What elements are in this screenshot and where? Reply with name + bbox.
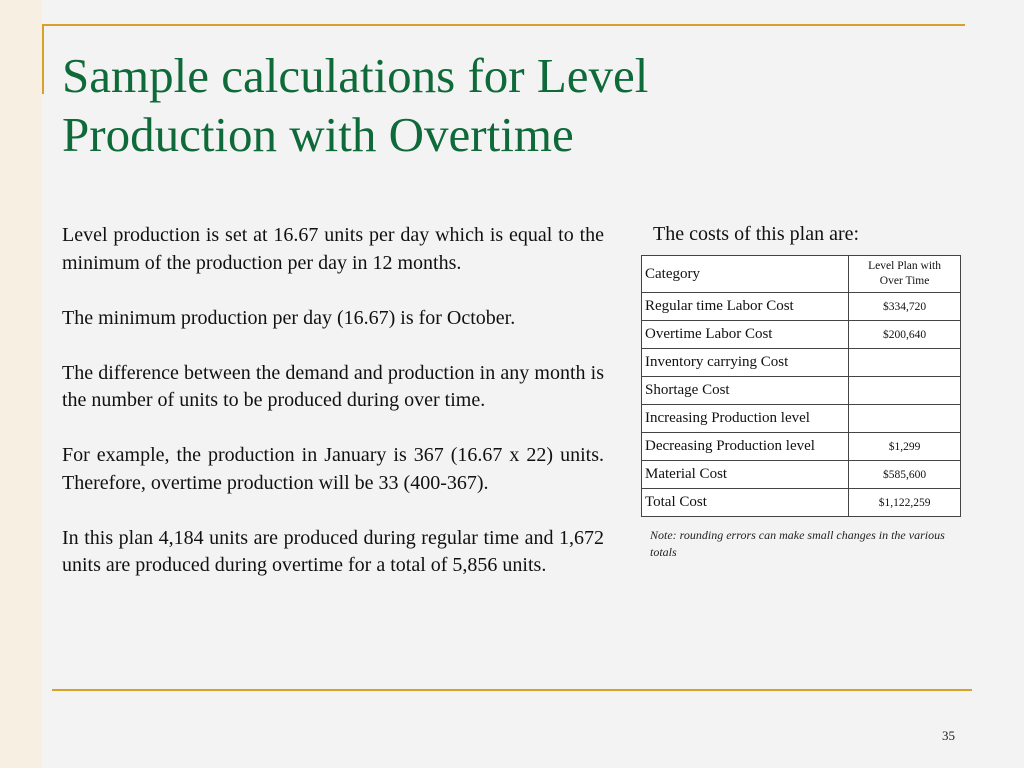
value-cell: $200,640 [849,321,961,349]
header-plan-line-1: Level Plan with [868,260,941,272]
table-row [642,405,961,433]
slide-title-line-1: Sample calculations for Level [62,48,649,103]
value-cell [849,377,961,405]
table-row [642,377,961,405]
slide-title [62,46,942,164]
rounding-note: Note: rounding errors can make small changes in the various totals [650,528,945,559]
table-row [642,433,961,461]
page-number: 35 [942,728,955,743]
category-cell: Increasing Production level [642,405,849,433]
cost-table [641,255,961,517]
slide-title-line-2: Production with Overtime [62,107,574,162]
category-cell: Inventory carrying Cost [642,349,849,377]
top-accent-rule [42,24,965,26]
left-decor-stripe [0,0,42,768]
header-plan-line-2: Over Time [879,275,930,287]
category-cell: Decreasing Production level [642,433,849,461]
value-cell [849,405,961,433]
table-header-row [642,256,961,293]
category-cell: Total Cost [642,489,849,517]
table-row [642,293,961,321]
category-cell: Shortage Cost [642,377,849,405]
title-accent-mark [42,24,44,94]
table-row [642,321,961,349]
body-paragraph-5: In this plan 4,184 units are produced during regular time and 1,672 units are produced during overtime for a total of 5,856 units. [62,526,604,576]
costs-heading: The costs of this plan are: [653,223,860,245]
category-cell: Overtime Labor Cost [642,321,849,349]
table-row [642,349,961,377]
body-paragraph-2: The minimum production per day (16.67) is for October. [62,306,516,329]
body-paragraph-3: The difference between the demand and production in any month is the number of units to be produced during over time. [62,361,604,411]
value-cell: $334,720 [849,293,961,321]
body-paragraph-1: Level production is set at 16.67 units per day which is equal to the minimum of the production per day in 12 months. [62,224,604,274]
value-cell: $585,600 [849,461,961,489]
value-cell: $1,299 [849,433,961,461]
header-category-cell: Category [642,256,849,293]
body-paragraph-4: For example, the production in January is 367 (16.67 x 22) units. Therefore, overtime production will be 33 (400-367). [62,444,604,494]
table-row [642,489,961,517]
header-plan-cell [849,256,961,293]
body-text [62,222,604,607]
category-cell: Regular time Labor Cost [642,293,849,321]
table-row [642,461,961,489]
value-cell [849,349,961,377]
category-cell: Material Cost [642,461,849,489]
value-cell: $1,122,259 [849,489,961,517]
bottom-accent-rule [52,689,972,691]
